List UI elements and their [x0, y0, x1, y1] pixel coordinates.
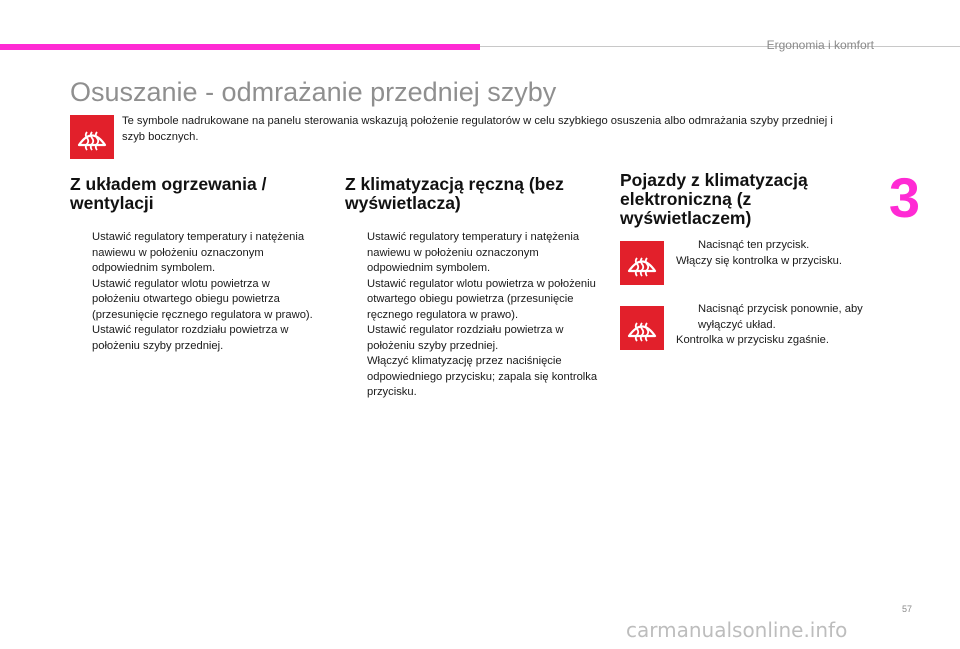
header-accent-bar [0, 44, 480, 50]
section-title: Ergonomia i komfort [766, 38, 874, 52]
front-defrost-icon [70, 115, 114, 159]
list-item: Włączyć klimatyzację przez naciśnięcie odpowiedniego przycisku; zapala się kontrolka przycisku. [367, 355, 598, 398]
column-manual-ac [345, 175, 600, 401]
list-item: Ustawić regulator wlotu powietrza w położeniu otwartego obiegu powietrza (przesunięcie ręcznego regulatora w prawo). [92, 277, 313, 321]
step-press [676, 238, 866, 254]
front-defrost-icon [620, 241, 664, 285]
list-item: Ustawić regulator rozdziału powietrza w położeniu szyby przedniej. [92, 324, 289, 352]
column-title: Z układem ogrzewania / wentylacji [70, 174, 267, 213]
step-press-again [676, 302, 866, 333]
list-item: Nacisnąć ten przycisk. [698, 239, 810, 251]
intro-paragraph: Te symbole nadrukowane na panelu sterowania wskazują położenie regulatorów w celu szybkiego osuszenia albo odmrażania szyby przedniej i szyb bocznych. [122, 115, 833, 143]
list-item: Ustawić regulator rozdziału powietrza w położeniu szyby przedniej. [367, 324, 564, 352]
column-heating [70, 175, 320, 354]
header-divider [480, 46, 960, 47]
step-note: Włączy się kontrolka w przycisku. [676, 255, 842, 267]
front-defrost-icon [620, 306, 664, 350]
chapter-number: 3 [888, 166, 920, 229]
watermark: carmanualsonline.info [626, 618, 848, 642]
list-item: Nacisnąć przycisk ponownie, aby wyłączyć układ. [698, 303, 863, 331]
page-number: 57 [902, 604, 913, 614]
list-item: Ustawić regulator wlotu powietrza w położeniu otwartego obiegu powietrza (przesunięcie ręcznego regulatora w prawo). [367, 277, 596, 321]
list-item: Ustawić regulatory temperatury i natężenia nawiewu w położeniu oznaczonym odpowiednim symbolem. [92, 231, 305, 274]
column-electronic-ac [620, 171, 870, 245]
list-item: Ustawić regulatory temperatury i natężenia nawiewu w położeniu oznaczonym odpowiednim symbolem. [367, 231, 580, 274]
step-note: Kontrolka w przycisku zgaśnie. [676, 334, 829, 346]
page-title: Osuszanie - odmrażanie przedniej szyby [70, 77, 557, 107]
column-title: Z klimatyzacją ręczną (bez wyświetlacza) [345, 174, 564, 213]
column-title: Pojazdy z klimatyzacją elektroniczną (z wyświetlaczem) [620, 170, 808, 228]
